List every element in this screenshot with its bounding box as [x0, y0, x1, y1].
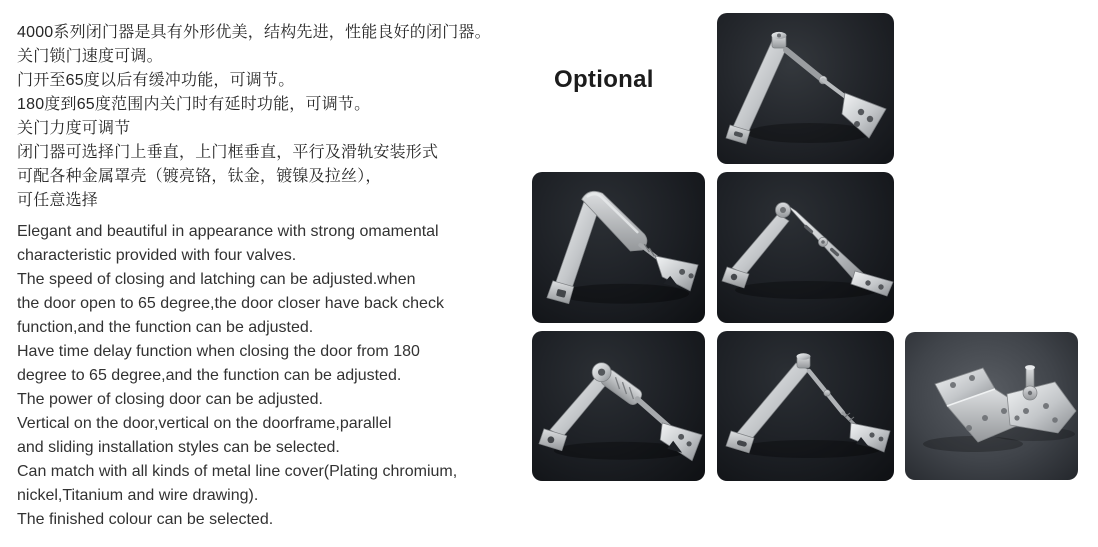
english-description [17, 220, 497, 532]
mounting-brackets-illustration [905, 332, 1078, 480]
door-closer-arm-illustration [717, 13, 894, 164]
en-line: degree to 65 degree,and the function can be adjusted. [17, 367, 402, 384]
en-line: The speed of closing and latching can be adjusted.when [17, 271, 416, 288]
en-line: the door open to 65 degree,the door closer have back check [17, 295, 444, 312]
en-line: Elegant and beautiful in appearance with strong omamental [17, 223, 439, 240]
product-photo-arm-telescoping [717, 13, 894, 164]
en-line: function,and the function can be adjusted. [17, 319, 314, 336]
zh-line: 门开至65度以后有缓冲功能，可调节。 [17, 72, 295, 89]
zh-line: 可配各种金属罩壳（镀亮铬，钛金，镀镍及拉丝）， [17, 168, 382, 185]
en-line: nickel,Titanium and wire drawing). [17, 487, 259, 504]
product-photo-brackets [905, 332, 1078, 480]
product-photo-arm-tall [717, 331, 894, 481]
en-line: and sliding installation styles can be selected. [17, 439, 340, 456]
chinese-description [17, 21, 497, 213]
en-line: The finished colour can be selected. [17, 511, 274, 528]
door-closer-arm-illustration [532, 331, 705, 481]
zh-line: 闭门器可选择门上垂直，上门框垂直，平行及滑轨安装形式 [17, 144, 439, 161]
zh-line: 180度到65度范围内关门时有延时功能，可调节。 [17, 96, 371, 113]
product-photo-arm-ratchet [532, 331, 705, 481]
zh-line: 可任意选择 [17, 192, 99, 209]
en-line: Have time delay function when closing the door from 180 [17, 343, 420, 360]
door-closer-arm-illustration [717, 172, 894, 323]
optional-heading: Optional [554, 66, 654, 93]
en-line: Vertical on the door,vertical on the doorframe,parallel [17, 415, 392, 432]
zh-line: 4000系列闭门器是具有外形优美，结构先进，性能良好的闭门器。 [17, 24, 491, 41]
zh-line: 关门锁门速度可调。 [17, 48, 163, 65]
en-line: characteristic provided with four valves. [17, 247, 297, 264]
zh-line: 关门力度可调节 [17, 120, 131, 137]
description-text-block [17, 21, 497, 532]
en-line: The power of closing door can be adjusted. [17, 391, 323, 408]
en-line: Can match with all kinds of metal line cover(Plating chromium, [17, 463, 458, 480]
product-photo-arm-slide [717, 172, 894, 323]
product-photo-arm-cast [532, 172, 705, 323]
door-closer-arm-illustration [717, 331, 894, 481]
door-closer-arm-illustration [532, 172, 705, 323]
